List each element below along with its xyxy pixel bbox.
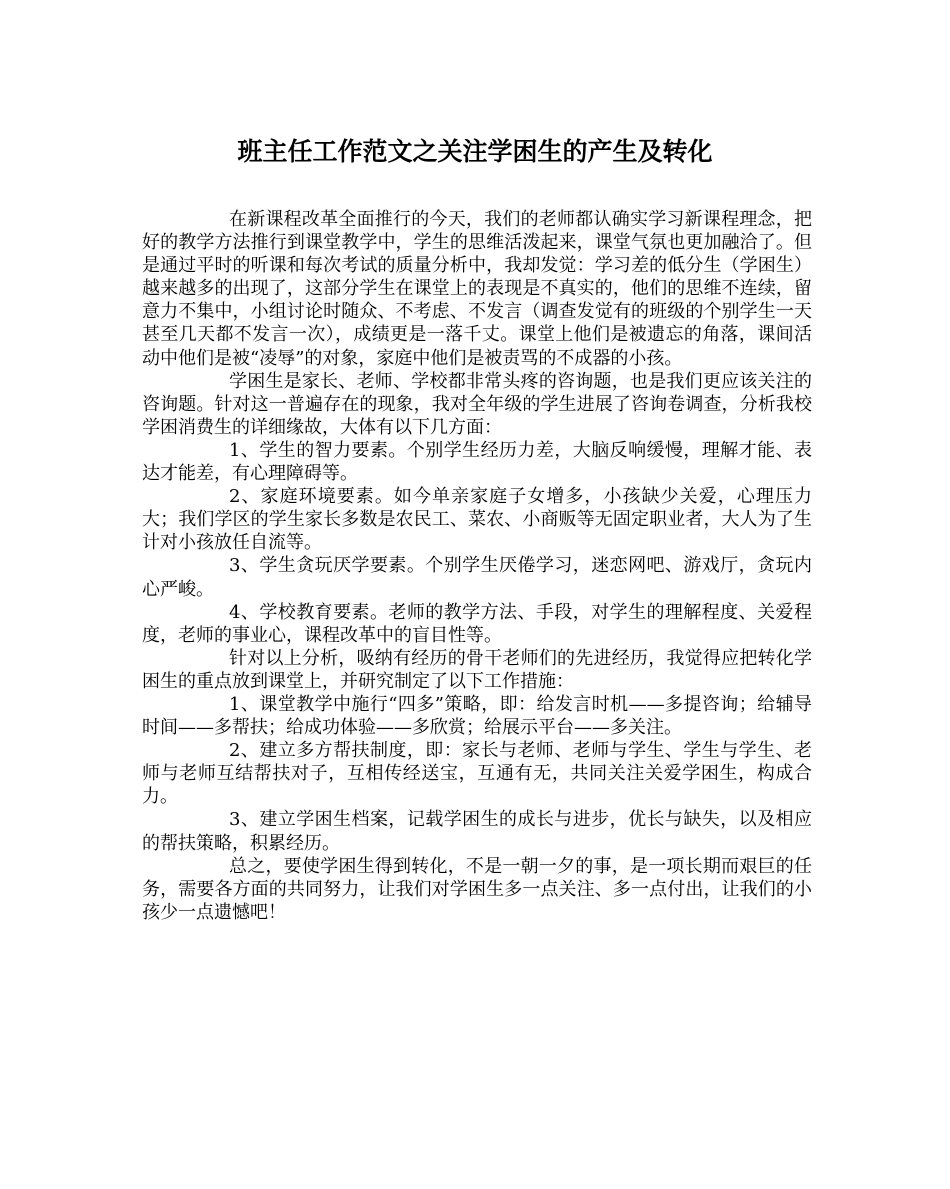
paragraph-measures-intro: 针对以上分析，吸纳有经历的骨干老师们的先进经历，我觉得应把转化学困生的重点放到课堂上，并研究制定了以下工作措施： bbox=[142, 647, 812, 692]
paragraph-measure-1: 1、课堂教学中施行“四多”策略，即：给发言时机——多提咨询；给辅导时间——多帮扶；给成功体验——多欣赏；给展示平台——多关注。 bbox=[142, 693, 812, 739]
paragraph-problem: 学困生是家长、老师、学校都非常头疼的咨询题，也是我们更应该关注的咨询题。针对这一普遍存在的现象，我对全年级的学生进展了咨询卷调查，分析我校学困消费生的详细缘故，大体有以下几方面： bbox=[142, 370, 812, 438]
paragraph-measure-3: 3、建立学困生档案，记载学困生的成长与进步，优长与缺失，以及相应的帮扶策略，积累经历。 bbox=[142, 809, 812, 854]
paragraph-intro: 在新课程改革全面推行的今天，我们的老师都认确实学习新课程理念，把好的教学方法推行到课堂教学中，学生的思维活泼起来，课堂气氛也更加融洽了。但是通过平时的听课和每次考试的质量分析中，我却发觉：学习差的低分生（学困生）越来越多的出现了，这部分学生在课堂上的表现是不真实的，他们的思维不连续，留意力不集中，小组讨论时随众、不考虑、不发言（调查发觉有的班级的个别学生一天甚至几天都不发言一次），成绩更是一落千丈。课堂上他们是被遗忘的角落，课间活动中他们是被“凌辱”的对象，家庭中他们是被责骂的不成器的小孩。 bbox=[142, 209, 812, 369]
paragraph-conclusion: 总之，要使学困生得到转化，不是一朝一夕的事，是一项长期而艰巨的任务，需要各方面的共同努力，让我们对学困生多一点关注、多一点付出，让我们的小孩少一点遗憾吧！ bbox=[142, 855, 812, 923]
paragraph-cause-4: 4、学校教育要素。老师的教学方法、手段，对学生的理解程度、关爱程度，老师的事业心，课程改革中的盲目性等。 bbox=[142, 601, 812, 646]
document-body bbox=[142, 208, 812, 924]
paragraph-cause-2: 2、家庭环境要素。如今单亲家庭子女增多，小孩缺少关爱，心理压力大；我们学区的学生家长多数是农民工、菜农、小商贩等无固定职业者，大人为了生计对小孩放任自流等。 bbox=[142, 486, 812, 554]
document-title: 班主任工作范文之关注学困生的产生及转化 bbox=[237, 137, 713, 166]
paragraph-measure-2: 2、建立多方帮扶制度，即：家长与老师、老师与学生、学生与学生、老师与老师互结帮扶对子，互相传经送宝，互通有无，共同关注关爱学困生，构成合力。 bbox=[142, 740, 812, 808]
paragraph-cause-3: 3、学生贪玩厌学要素。个别学生厌倦学习，迷恋网吧、游戏厅，贪玩内心严峻。 bbox=[142, 555, 812, 600]
paragraph-cause-1: 1、学生的智力要素。个别学生经历力差，大脑反响缓慢，理解才能、表达才能差，有心理障碍等。 bbox=[142, 439, 812, 485]
